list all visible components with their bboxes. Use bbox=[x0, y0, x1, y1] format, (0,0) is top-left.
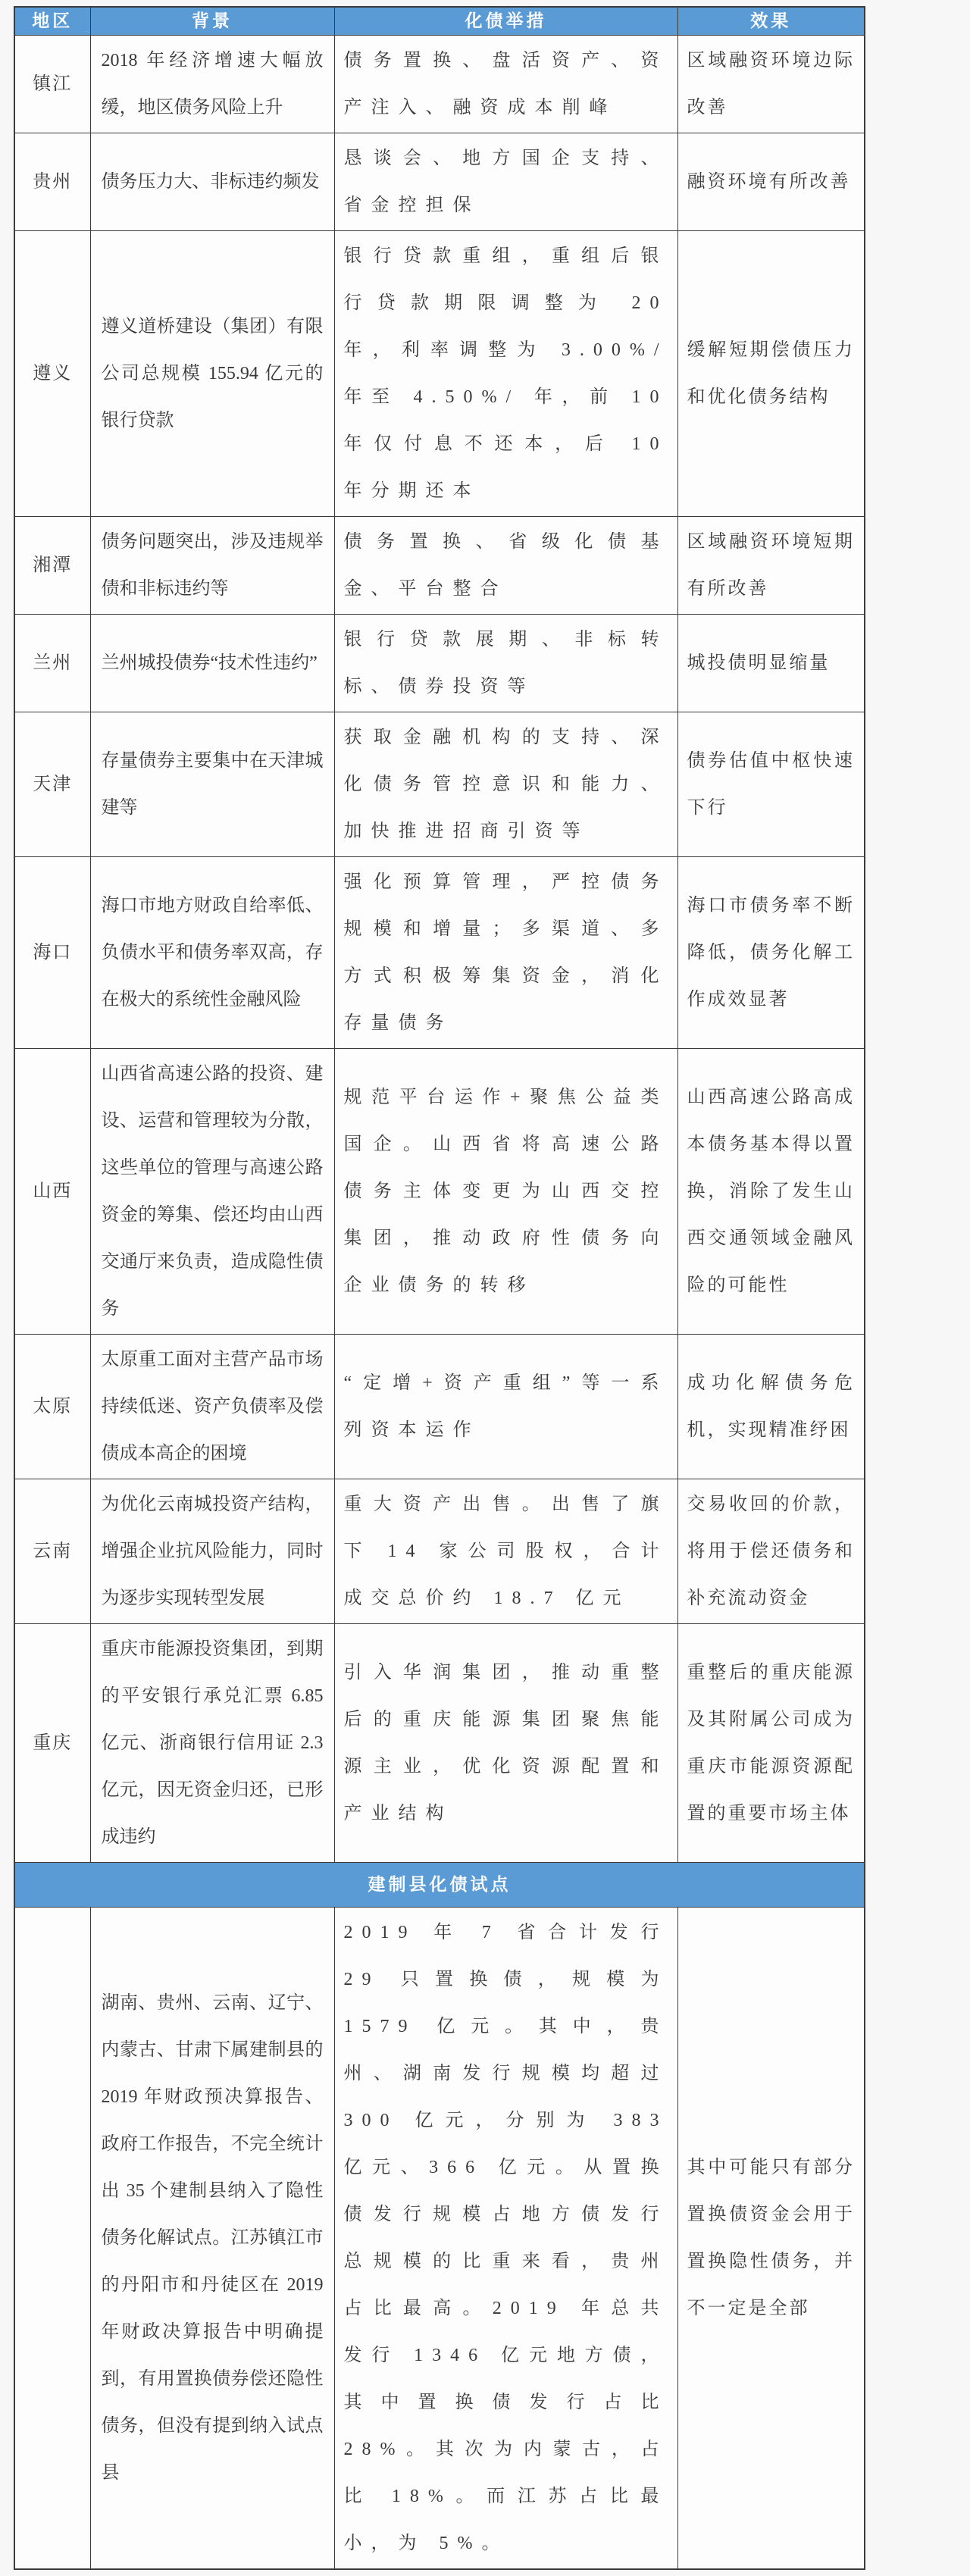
region-cell: 云南 bbox=[14, 1479, 90, 1624]
debt-resolution-table bbox=[14, 6, 865, 2570]
table-row-chongqing bbox=[14, 1624, 865, 1863]
background-cell: 存量债券主要集中在天津城建等 bbox=[90, 712, 334, 857]
measures-cell: 恳谈会、地方国企支持、省金控担保 bbox=[334, 133, 677, 231]
background-cell: 湖南、贵州、云南、辽宁、内蒙古、甘肃下属建制县的 2019 年财政预决算报告、政府工作报告，不完全统计出 35 个建制县纳入了隐性债务化解试点。江苏镇江市的丹阳市和丹徒区在 2019 年财政决算报告中明确提到，有用置换债券偿还隐性债务，但没有提到纳入试点县 bbox=[90, 1908, 334, 2570]
measures-cell: 引入华润集团，推动重整后的重庆能源集团聚焦能源主业，优化资源配置和产业结构 bbox=[334, 1624, 677, 1863]
region-cell: 天津 bbox=[14, 712, 90, 857]
region-cell: 海口 bbox=[14, 857, 90, 1049]
region-cell: 贵州 bbox=[14, 133, 90, 231]
table-row-guizhou bbox=[14, 133, 865, 231]
effect-cell: 区域融资环境边际改善 bbox=[677, 36, 865, 133]
effect-cell: 区域融资环境短期有所改善 bbox=[677, 517, 865, 615]
column-header-measures: 化债举措 bbox=[334, 7, 677, 36]
measures-cell: 债务置换、省级化债基金、平台整合 bbox=[334, 517, 677, 615]
region-cell: 镇江 bbox=[14, 36, 90, 133]
table-row-shanxi bbox=[14, 1049, 865, 1335]
table-row-lanzhou bbox=[14, 615, 865, 712]
effect-cell: 债券估值中枢快速下行 bbox=[677, 712, 865, 857]
measures-cell: 银行贷款重组，重组后银行贷款期限调整为 20 年，利率调整为 3.00%/ 年至 4.50%/ 年，前 10 年仅付息不还本，后 10 年分期还本 bbox=[334, 231, 677, 517]
region-cell-empty bbox=[14, 1908, 90, 2570]
effect-cell: 重整后的重庆能源及其附属公司成为重庆市能源资源配置的重要市场主体 bbox=[677, 1624, 865, 1863]
effect-cell: 山西高速公路高成本债务基本得以置换，消除了发生山西交通领域金融风险的可能性 bbox=[677, 1049, 865, 1335]
background-cell: 遵义道桥建设（集团）有限公司总规模 155.94 亿元的银行贷款 bbox=[90, 231, 334, 517]
region-cell: 湘潭 bbox=[14, 517, 90, 615]
table-row-taiyuan bbox=[14, 1335, 865, 1479]
background-cell: 太原重工面对主营产品市场持续低迷、资产负债率及偿债成本高企的困境 bbox=[90, 1335, 334, 1479]
effect-cell: 城投债明显缩量 bbox=[677, 615, 865, 712]
column-header-background: 背景 bbox=[90, 7, 334, 36]
effect-cell: 交易收回的价款，将用于偿还债务和补充流动资金 bbox=[677, 1479, 865, 1624]
measures-cell: “定增+资产重组”等一系列资本运作 bbox=[334, 1335, 677, 1479]
background-cell: 债务压力大、非标违约频发 bbox=[90, 133, 334, 231]
effect-cell: 其中可能只有部分置换债资金会用于置换隐性债务，并不一定是全部 bbox=[677, 1908, 865, 2570]
measures-cell: 银行贷款展期、非标转标、债券投资等 bbox=[334, 615, 677, 712]
table-row-haikou bbox=[14, 857, 865, 1049]
measures-cell: 债务置换、盘活资产、资产注入、融资成本削峰 bbox=[334, 36, 677, 133]
background-cell: 海口市地方财政自给率低、负债水平和债务率双高，存在极大的系统性金融风险 bbox=[90, 857, 334, 1049]
table-row-yunnan bbox=[14, 1479, 865, 1624]
column-header-effect: 效果 bbox=[677, 7, 865, 36]
table-row-zunyi bbox=[14, 231, 865, 517]
background-cell: 为优化云南城投资产结构，增强企业抗风险能力，同时为逐步实现转型发展 bbox=[90, 1479, 334, 1624]
background-cell: 重庆市能源投资集团，到期的平安银行承兑汇票 6.85 亿元、浙商银行信用证 2.3 亿元，因无资金归还，已形成违约 bbox=[90, 1624, 334, 1863]
section-divider-row bbox=[14, 1863, 865, 1908]
column-header-region: 地区 bbox=[14, 7, 90, 36]
effect-cell: 融资环境有所改善 bbox=[677, 133, 865, 231]
table-row-county-pilot bbox=[14, 1908, 865, 2570]
region-cell: 兰州 bbox=[14, 615, 90, 712]
effect-cell: 海口市债务率不断降低，债务化解工作成效显著 bbox=[677, 857, 865, 1049]
background-cell: 2018 年经济增速大幅放缓，地区债务风险上升 bbox=[90, 36, 334, 133]
measures-cell: 强化预算管理，严控债务规模和增量；多渠道、多方式积极筹集资金，消化存量债务 bbox=[334, 857, 677, 1049]
region-cell: 重庆 bbox=[14, 1624, 90, 1863]
region-cell: 山西 bbox=[14, 1049, 90, 1335]
header-row bbox=[14, 7, 865, 36]
region-cell: 遵义 bbox=[14, 231, 90, 517]
background-cell: 债务问题突出，涉及违规举债和非标违约等 bbox=[90, 517, 334, 615]
measures-cell: 获取金融机构的支持、深化债务管控意识和能力、加快推进招商引资等 bbox=[334, 712, 677, 857]
region-cell: 太原 bbox=[14, 1335, 90, 1479]
measures-cell: 规范平台运作+聚焦公益类国企。山西省将高速公路债务主体变更为山西交控集团，推动政府性债务向企业债务的转移 bbox=[334, 1049, 677, 1335]
background-cell: 兰州城投债券“技术性违约” bbox=[90, 615, 334, 712]
table-row-xiangtan bbox=[14, 517, 865, 615]
table-row-tianjin bbox=[14, 712, 865, 857]
section-divider-label: 建制县化债试点 bbox=[14, 1863, 865, 1908]
effect-cell: 缓解短期偿债压力和优化债务结构 bbox=[677, 231, 865, 517]
measures-cell: 重大资产出售。出售了旗下 14 家公司股权，合计成交总价约 18.7 亿元 bbox=[334, 1479, 677, 1624]
table-header bbox=[14, 7, 865, 36]
measures-cell: 2019 年 7 省合计发行 29 只置换债，规模为 1579 亿元。其中，贵州、湖南发行规模均超过 300 亿元，分别为 383 亿元、366 亿元。从置换债发行规模占地方债发行总规模的比重来看，贵州占比最高。2019 年总共发行 1346 亿元地方债，其中置换债发行占比 28%。其次为内蒙古，占比 18%。而江苏占比最小，为 5%。 bbox=[334, 1908, 677, 2570]
table-row-zhenjiang bbox=[14, 36, 865, 133]
background-cell: 山西省高速公路的投资、建设、运营和管理较为分散，这些单位的管理与高速公路资金的筹集、偿还均由山西交通厅来负责，造成隐性债务 bbox=[90, 1049, 334, 1335]
effect-cell: 成功化解债务危机，实现精准纾困 bbox=[677, 1335, 865, 1479]
